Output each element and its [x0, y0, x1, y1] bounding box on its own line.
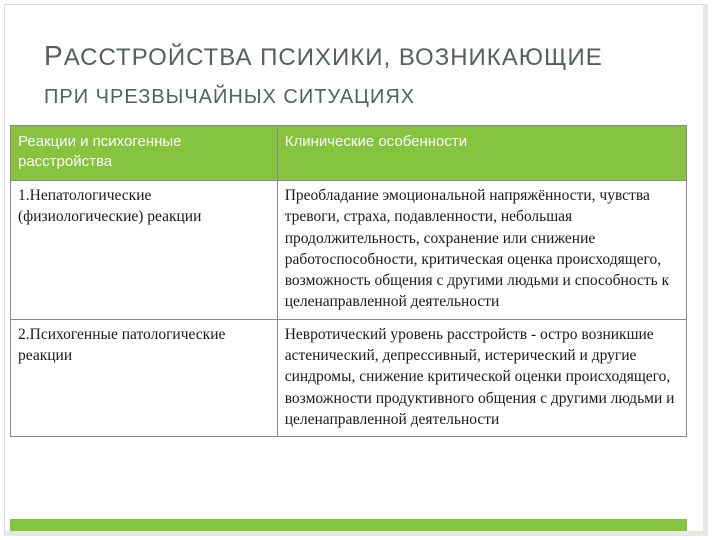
title-line-1: [44, 36, 684, 78]
title-line-2: ПРИ ЧРЕЗВЫЧАЙНЫХ СИТУАЦИЯХ: [44, 86, 416, 108]
features-cell: Невротический уровень расстройств - остро возникшие астенический, депрессивный, истерический и другие синдромы, снижение критической оценки происходящего, возможности продуктивного общения с другими людьми и целенаправленной деятельности: [277, 319, 686, 436]
title-first-letter: Р: [44, 40, 64, 71]
reaction-cell: 1.Непатологические (физиологические) реакции: [11, 181, 278, 320]
accent-bar: [10, 519, 687, 531]
reaction-cell: 2.Психогенные патологические реакции: [11, 319, 278, 436]
slide-title: [44, 36, 684, 114]
header-reactions: Реакции и психогенные расстройства: [11, 126, 278, 181]
table-header-row: [11, 126, 687, 181]
header-clinical-features: Клинические особенности: [277, 126, 686, 181]
disorders-table: [10, 125, 687, 437]
title-line-1-rest: АССТРОЙСТВА ПСИХИКИ, ВОЗНИКАЮЩИЕ: [63, 44, 603, 71]
table-row: [11, 319, 687, 436]
table-row: [11, 181, 687, 320]
features-cell: Преобладание эмоциональной напряжённости, чувства тревоги, страха, подавленности, небольшая продолжительность, сохранение или снижение работоспособности, критическая оценка происходящего, возможность общения с другими людьми и способность к целенаправленной деятельности: [277, 181, 686, 320]
